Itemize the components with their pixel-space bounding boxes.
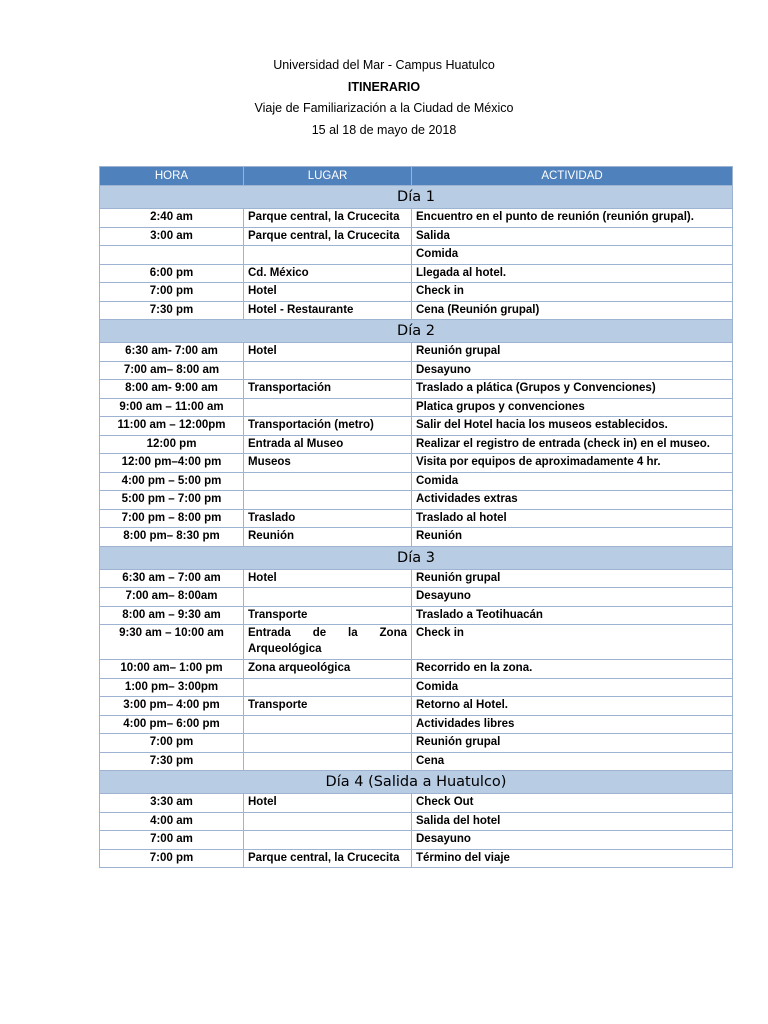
hora-cell: 7:00 pm – 8:00 pm — [100, 509, 244, 528]
lugar-cell — [244, 588, 412, 607]
hora-cell: 8:00 pm– 8:30 pm — [100, 528, 244, 547]
lugar-cell — [244, 472, 412, 491]
actividad-cell: Check Out — [412, 794, 733, 813]
actividad-cell: Traslado al hotel — [412, 509, 733, 528]
lugar-cell: Hotel — [244, 283, 412, 302]
table-row — [100, 398, 733, 417]
table-row — [100, 697, 733, 716]
table-row — [100, 588, 733, 607]
day-label: Día 1 — [100, 186, 733, 209]
lugar-cell: Zona arqueológica — [244, 660, 412, 679]
lugar-cell: Transportación — [244, 380, 412, 399]
lugar-cell: Parque central, la Crucecita — [244, 849, 412, 868]
table-row — [100, 435, 733, 454]
hora-cell: 6:00 pm — [100, 264, 244, 283]
table-row — [100, 472, 733, 491]
lugar-cell — [244, 831, 412, 850]
table-row — [100, 715, 733, 734]
actividad-cell: Reunión grupal — [412, 343, 733, 362]
table-header-row — [100, 167, 733, 186]
document-header — [0, 55, 768, 141]
actividad-cell: Check in — [412, 625, 733, 660]
table-row — [100, 491, 733, 510]
actividad-cell: Desayuno — [412, 361, 733, 380]
day-header-row — [100, 546, 733, 569]
hora-cell — [100, 246, 244, 265]
lugar-cell: Hotel - Restaurante — [244, 301, 412, 320]
column-header-hora: HORA — [100, 167, 244, 186]
table-row — [100, 246, 733, 265]
table-row — [100, 380, 733, 399]
lugar-cell — [244, 491, 412, 510]
table-row — [100, 849, 733, 868]
actividad-cell: Salida — [412, 227, 733, 246]
table-row — [100, 528, 733, 547]
hora-cell: 1:00 pm– 3:00pm — [100, 678, 244, 697]
hora-cell: 10:00 am– 1:00 pm — [100, 660, 244, 679]
actividad-cell: Llegada al hotel. — [412, 264, 733, 283]
day-header-row — [100, 320, 733, 343]
hora-cell: 4:00 pm – 5:00 pm — [100, 472, 244, 491]
lugar-cell — [244, 246, 412, 265]
actividad-cell: Retorno al Hotel. — [412, 697, 733, 716]
actividad-cell: Actividades libres — [412, 715, 733, 734]
trip-subtitle: Viaje de Familiarización a la Ciudad de México — [254, 101, 514, 115]
lugar-cell: Transporte — [244, 606, 412, 625]
hora-cell: 3:00 am — [100, 227, 244, 246]
actividad-cell: Salida del hotel — [412, 812, 733, 831]
actividad-cell: Reunión — [412, 528, 733, 547]
university-name: Universidad del Mar - Campus Huatulco — [273, 58, 495, 72]
day-header-row — [100, 186, 733, 209]
lugar-cell — [244, 715, 412, 734]
column-header-actividad: ACTIVIDAD — [412, 167, 733, 186]
table-row — [100, 227, 733, 246]
hora-cell: 6:30 am- 7:00 am — [100, 343, 244, 362]
lugar-cell: Traslado — [244, 509, 412, 528]
table-row — [100, 794, 733, 813]
actividad-cell: Comida — [412, 678, 733, 697]
actividad-cell: Reunión grupal — [412, 569, 733, 588]
hora-cell: 7:00 pm — [100, 849, 244, 868]
table-row — [100, 209, 733, 228]
table-row — [100, 660, 733, 679]
hora-cell: 7:30 pm — [100, 301, 244, 320]
table-row — [100, 417, 733, 436]
actividad-cell: Desayuno — [412, 831, 733, 850]
hora-cell: 7:30 pm — [100, 752, 244, 771]
itinerary-body — [100, 186, 733, 868]
lugar-cell — [244, 752, 412, 771]
actividad-cell: Recorrido en la zona. — [412, 660, 733, 679]
hora-cell: 4:00 am — [100, 812, 244, 831]
day-label: Día 2 — [100, 320, 733, 343]
day-label: Día 3 — [100, 546, 733, 569]
hora-cell: 8:00 am- 9:00 am — [100, 380, 244, 399]
lugar-cell — [244, 678, 412, 697]
actividad-cell: Desayuno — [412, 588, 733, 607]
lugar-cell: Entrada al Museo — [244, 435, 412, 454]
hora-cell: 6:30 am – 7:00 am — [100, 569, 244, 588]
actividad-cell: Cena (Reunión grupal) — [412, 301, 733, 320]
lugar-cell: Parque central, la Crucecita — [244, 227, 412, 246]
column-header-lugar: LUGAR — [244, 167, 412, 186]
hora-cell: 7:00 pm — [100, 734, 244, 753]
table-row — [100, 734, 733, 753]
hora-cell: 8:00 am – 9:30 am — [100, 606, 244, 625]
table-row — [100, 301, 733, 320]
hora-cell: 3:00 pm– 4:00 pm — [100, 697, 244, 716]
actividad-cell: Traslado a Teotihuacán — [412, 606, 733, 625]
hora-cell: 2:40 am — [100, 209, 244, 228]
lugar-cell — [244, 812, 412, 831]
hora-cell: 5:00 pm – 7:00 pm — [100, 491, 244, 510]
lugar-cell: Transportación (metro) — [244, 417, 412, 436]
table-row — [100, 625, 733, 660]
actividad-cell: Traslado a plática (Grupos y Convenciones) — [412, 380, 733, 399]
trip-dates: 15 al 18 de mayo de 2018 — [311, 122, 457, 137]
hora-cell: 7:00 pm — [100, 283, 244, 302]
lugar-cell: Parque central, la Crucecita — [244, 209, 412, 228]
document-title: ITINERARIO — [347, 79, 421, 94]
hora-cell: 9:00 am – 11:00 am — [100, 398, 244, 417]
table-row — [100, 752, 733, 771]
lugar-cell: Reunión — [244, 528, 412, 547]
day-label: Día 4 (Salida a Huatulco) — [100, 771, 733, 794]
hora-cell: 7:00 am — [100, 831, 244, 850]
actividad-cell: Visita por equipos de aproximadamente 4 hr. — [412, 454, 733, 473]
lugar-cell: Hotel — [244, 794, 412, 813]
table-row — [100, 569, 733, 588]
table-row — [100, 283, 733, 302]
lugar-cell: Hotel — [244, 343, 412, 362]
table-row — [100, 454, 733, 473]
hora-cell: 11:00 am – 12:00pm — [100, 417, 244, 436]
hora-cell: 7:00 am– 8:00am — [100, 588, 244, 607]
lugar-cell: Transporte — [244, 697, 412, 716]
table-row — [100, 509, 733, 528]
itinerary-table — [99, 166, 733, 868]
table-row — [100, 812, 733, 831]
table-row — [100, 361, 733, 380]
actividad-cell: Reunión grupal — [412, 734, 733, 753]
lugar-cell: Hotel — [244, 569, 412, 588]
actividad-cell: Salir del Hotel hacia los museos establecidos. — [412, 417, 733, 436]
lugar-cell — [244, 398, 412, 417]
table-row — [100, 831, 733, 850]
actividad-cell: Comida — [412, 246, 733, 265]
actividad-cell: Realizar el registro de entrada (check in) en el museo. — [412, 435, 733, 454]
actividad-cell: Cena — [412, 752, 733, 771]
lugar-cell — [244, 361, 412, 380]
hora-cell: 12:00 pm–4:00 pm — [100, 454, 244, 473]
lugar-cell: Cd. México — [244, 264, 412, 283]
table-row — [100, 606, 733, 625]
lugar-cell: Entrada de la Zona Arqueológica — [244, 625, 412, 660]
hora-cell: 3:30 am — [100, 794, 244, 813]
hora-cell: 12:00 pm — [100, 435, 244, 454]
actividad-cell: Encuentro en el punto de reunión (reunión grupal). — [412, 209, 733, 228]
actividad-cell: Platica grupos y convenciones — [412, 398, 733, 417]
day-header-row — [100, 771, 733, 794]
actividad-cell: Comida — [412, 472, 733, 491]
table-row — [100, 264, 733, 283]
actividad-cell: Check in — [412, 283, 733, 302]
lugar-cell — [244, 734, 412, 753]
table-row — [100, 343, 733, 362]
hora-cell: 4:00 pm– 6:00 pm — [100, 715, 244, 734]
lugar-cell: Museos — [244, 454, 412, 473]
hora-cell: 7:00 am– 8:00 am — [100, 361, 244, 380]
actividad-cell: Actividades extras — [412, 491, 733, 510]
table-row — [100, 678, 733, 697]
hora-cell: 9:30 am – 10:00 am — [100, 625, 244, 660]
actividad-cell: Término del viaje — [412, 849, 733, 868]
